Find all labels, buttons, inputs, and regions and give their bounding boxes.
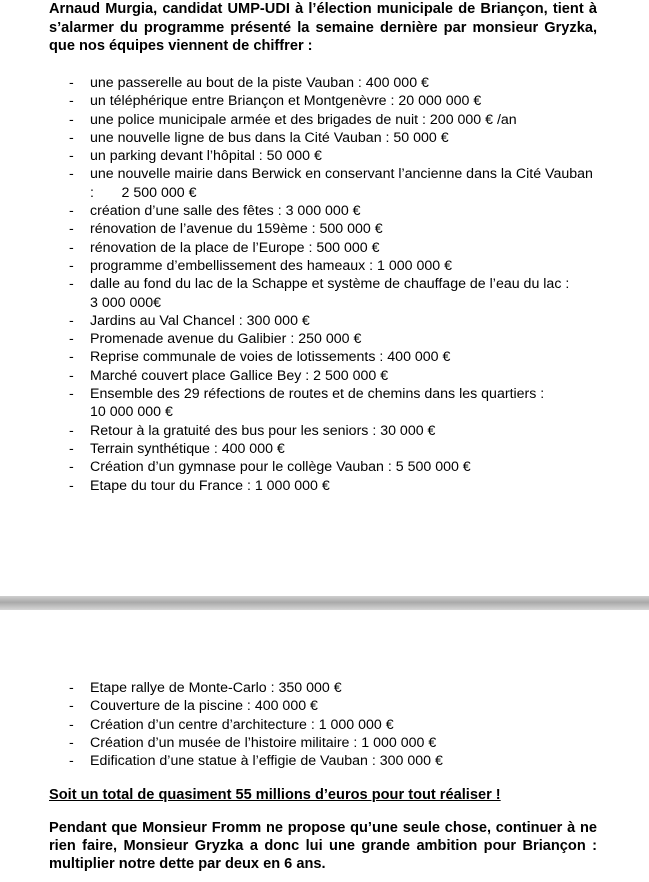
bullet-dash: - <box>69 221 74 238</box>
bullet-dash: - <box>69 75 74 91</box>
bullet-dash: - <box>69 203 74 220</box>
bullet-dash: - <box>69 111 74 128</box>
list-item <box>0 716 600 734</box>
list-item-text: dalle au fond du lac de la Schappe et système de chauffage de l’eau du lac : 3 000 000€ <box>90 276 570 311</box>
list-item-text: Création d’un musée de l’histoire militaire : 1 000 000 € <box>90 734 437 751</box>
list-item-text: Terrain synthétique : 400 000 € <box>90 440 285 457</box>
list-item-text: Création d’un gymnase pour le collège Vauban : 5 500 000 € <box>90 459 471 476</box>
list-item-text: création d’une salle des fêtes : 3 000 000 € <box>90 203 361 220</box>
list-item-text: Promenade avenue du Galibier : 250 000 € <box>90 331 362 348</box>
list-item <box>0 111 600 129</box>
bullet-dash: - <box>69 349 74 366</box>
list-item-text: Retour à la gratuité des bus pour les seniors : 30 000 € <box>90 422 436 439</box>
bullet-dash: - <box>69 367 74 384</box>
list-item <box>0 165 600 202</box>
list-item <box>0 312 600 330</box>
document-page-2 <box>0 610 649 882</box>
list-item <box>0 147 600 165</box>
page-separator <box>0 596 649 610</box>
list-item <box>0 422 600 440</box>
bullet-dash: - <box>69 148 74 165</box>
bullet-dash: - <box>69 166 74 183</box>
list-item-text: un téléphérique entre Briançon et Montgenèvre : 20 000 000 € <box>90 93 482 110</box>
list-item-text: une passerelle au bout de la piste Vauban : 400 000 € <box>90 75 429 91</box>
cost-list-page-2 <box>0 679 600 770</box>
bullet-dash: - <box>69 312 74 329</box>
list-item <box>0 220 600 238</box>
list-item <box>0 440 600 458</box>
list-item-text: une police municipale armée et des brigades de nuit : 200 000 € /an <box>90 111 517 128</box>
list-item <box>0 74 600 92</box>
bullet-dash: - <box>69 459 74 476</box>
list-item <box>0 129 600 147</box>
list-item <box>0 275 600 312</box>
list-item-text: Création d’un centre d’architecture : 1 000 000 € <box>90 716 394 733</box>
list-item <box>0 385 600 422</box>
list-item-text: Marché couvert place Gallice Bey : 2 500 000 € <box>90 367 389 384</box>
list-item-text: un parking devant l’hôpital : 50 000 € <box>90 148 322 165</box>
list-item-text: Etape rallye de Monte-Carlo : 350 000 € <box>90 680 342 696</box>
list-item <box>0 257 600 275</box>
closing-paragraph: Pendant que Monsieur Fromm ne propose qu’une seule chose, continuer à ne rien faire, Monsieur Gryzka a donc lui une grande ambition pour Briançon : multiplier notre dette par deux en 6 ans. <box>49 820 597 873</box>
bullet-dash: - <box>69 734 74 751</box>
list-item-text: Jardins au Val Chancel : 300 000 € <box>90 312 310 329</box>
bullet-dash: - <box>69 477 74 494</box>
bullet-dash: - <box>69 716 74 733</box>
list-item-text: programme d’embellissement des hameaux : 1 000 000 € <box>90 257 452 274</box>
list-item <box>0 458 600 476</box>
list-item-text: Etape du tour du France : 1 000 000 € <box>90 477 330 494</box>
list-item-text: rénovation de l’avenue du 159ème : 500 000 € <box>90 221 383 238</box>
bullet-dash: - <box>69 129 74 146</box>
list-item-text: Reprise communale de voies de lotissements : 400 000 € <box>90 349 451 366</box>
bullet-dash: - <box>69 753 74 770</box>
bullet-dash: - <box>69 239 74 256</box>
list-item <box>0 92 600 110</box>
list-item-text: rénovation de la place de l’Europe : 500 000 € <box>90 239 380 256</box>
bullet-dash: - <box>69 440 74 457</box>
list-item-text: Edification d’une statue à l’effigie de Vauban : 300 000 € <box>90 753 443 770</box>
list-item <box>0 734 600 752</box>
list-item <box>0 679 600 697</box>
list-item-text: Ensemble des 29 réfections de routes et de chemins dans les quartiers : 10 000 000 € <box>90 386 545 421</box>
list-item <box>0 697 600 715</box>
list-item <box>0 330 600 348</box>
list-item <box>0 367 600 385</box>
list-item <box>0 477 600 495</box>
bullet-dash: - <box>69 257 74 274</box>
bullet-dash: - <box>69 276 74 293</box>
cost-list-page-1 <box>0 74 600 495</box>
bullet-dash: - <box>69 698 74 715</box>
bullet-dash: - <box>69 331 74 348</box>
list-item <box>0 752 600 770</box>
total-statement: Soit un total de quasiment 55 millions d’euros pour tout réaliser ! <box>49 787 501 803</box>
list-item-text: une nouvelle ligne de bus dans la Cité Vauban : 50 000 € <box>90 129 449 146</box>
list-item-text: Couverture de la piscine : 400 000 € <box>90 698 318 715</box>
bullet-dash: - <box>69 386 74 403</box>
bullet-dash: - <box>69 422 74 439</box>
intro-paragraph: Arnaud Murgia, candidat UMP-UDI à l’élection municipale de Briançon, tient à s’alarmer du programme présenté la semaine dernière par monsieur Gryzka, que nos équipes viennent de chiffrer : <box>49 1 597 54</box>
list-item <box>0 202 600 220</box>
list-item <box>0 239 600 257</box>
bullet-dash: - <box>69 93 74 110</box>
list-item <box>0 348 600 366</box>
list-item-text: une nouvelle mairie dans Berwick en conservant l’ancienne dans la Cité Vauban : 2 500 000 € <box>90 166 597 201</box>
bullet-dash: - <box>69 680 74 696</box>
